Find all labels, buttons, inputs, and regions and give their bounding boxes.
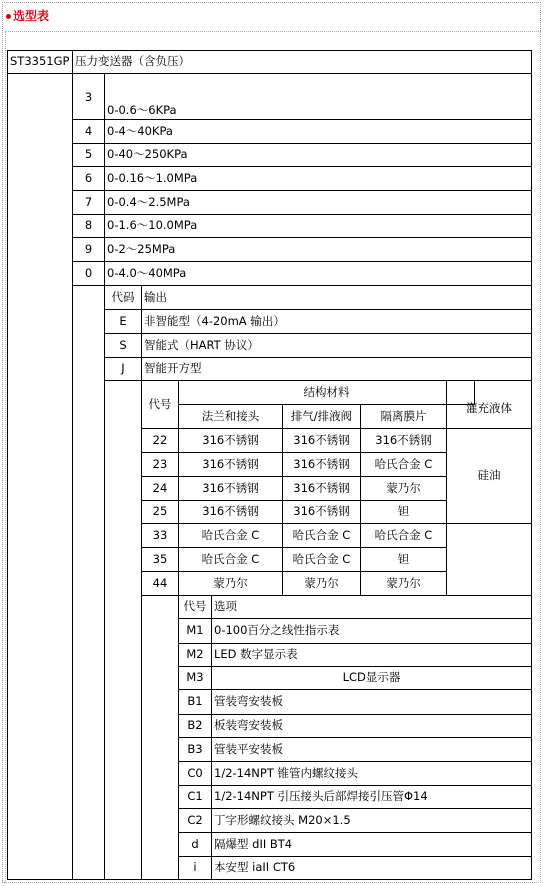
option-code-cell: C0 [178,761,212,786]
fill-liquid-cell: 硅油 [446,428,532,524]
range-value-cell: 0-4～40KPa [104,119,532,144]
option-value-cell: 0-100百分之线性指示表 [211,618,532,644]
material-diaphragm-cell: 哈氏合金 C [360,452,447,477]
option-code-cell: B2 [178,714,212,738]
option-code-cell: i [178,856,212,880]
range-value-cell: 0-0.6～6KPa [104,73,532,120]
material-valve-cell: 哈氏合金 C [282,547,361,572]
material-flange-cell: 316不锈钢 [178,452,283,477]
output-code-header: 代码 [104,285,142,310]
material-valve-cell: 316不锈钢 [282,500,361,524]
spacer-column [7,73,73,880]
range-code-cell: 5 [72,143,105,167]
material-col-header: 隔离膜片 [360,404,447,429]
material-flange-cell: 316不锈钢 [178,500,283,524]
option-value-cell: 管装弯安装板 [211,689,532,715]
option-value-cell: 1/2-14NPT 引压接头后部焊接引压管Φ14 [211,785,532,809]
output-code-cell: E [104,309,142,334]
range-value-cell: 0-2～25MPa [104,237,532,262]
material-group-header: 结构材料 [178,380,475,405]
fill-liquid-empty-cell [446,523,532,596]
output-value-cell: 非智能型（4-20mA 输出） [141,309,532,334]
option-code-cell: C2 [178,808,212,833]
option-value-cell: 管装平安装板 [211,737,532,762]
option-value-cell: 丁字形螺纹接头 M20×1.5 [211,808,532,833]
option-value-cell: 本安型 iaII CT6 [211,856,532,880]
spacer-column [104,380,142,880]
material-diaphragm-cell: 蒙乃尔 [360,476,447,501]
material-col-header: 排气/排液阀 [282,404,361,429]
range-code-cell: 6 [72,166,105,191]
material-code-cell: 25 [141,500,179,524]
option-code-cell: d [178,832,212,857]
option-value-cell: LED 数字显示表 [211,643,532,667]
range-value-cell: 0-0.16～1.0MPa [104,166,532,191]
output-code-cell: S [104,333,142,358]
options-code-header: 代号 [178,595,212,619]
range-value-cell: 0-4.0～40MPa [104,261,532,286]
range-code-cell: 4 [72,119,105,144]
material-code-cell: 33 [141,523,179,548]
model-name-cell: 压力变送器（含负压） [72,50,532,74]
material-flange-cell: 蒙乃尔 [178,571,283,596]
material-diaphragm-cell: 蒙乃尔 [360,571,447,596]
material-valve-cell: 316不锈钢 [282,428,361,453]
option-code-cell: C1 [178,785,212,809]
material-diaphragm-cell: 316不锈钢 [360,428,447,453]
option-code-cell: B3 [178,737,212,762]
material-code-cell: 22 [141,428,179,453]
spacer-column [141,595,179,880]
range-code-cell: 3 [72,73,105,120]
material-code-cell: 24 [141,476,179,501]
output-code-cell: J [104,357,142,381]
model-cell: ST3351GP [7,50,73,74]
material-diaphragm-cell: 哈氏合金 C [360,523,447,548]
option-value-cell: 隔爆型 dII BT4 [211,832,532,857]
range-code-cell: 0 [72,261,105,286]
range-value-cell: 0-0.4～2.5MPa [104,190,532,215]
material-flange-cell: 哈氏合金 C [178,547,283,572]
section-title [6,7,49,24]
material-valve-cell: 蒙乃尔 [282,571,361,596]
material-col-header: 灌充液体 [446,380,532,429]
material-code-cell: 44 [141,571,179,596]
range-code-cell: 8 [72,214,105,238]
option-value-cell: LCD显示器 [211,666,532,690]
option-value-cell: 1/2-14NPT 锥管内螺纹接头 [211,761,532,786]
material-code-cell: 23 [141,452,179,477]
material-code-header: 代号 [141,380,179,429]
range-value-cell: 0-1.6～10.0MPa [104,214,532,238]
option-code-cell: M1 [178,618,212,644]
option-code-cell: M2 [178,643,212,667]
range-code-cell: 9 [72,237,105,262]
output-label-header: 输出 [141,285,532,310]
bullet-icon [6,14,11,19]
range-value-cell: 0-40～250KPa [104,143,532,167]
section-title-text: 选型表 [13,9,50,23]
option-code-cell: B1 [178,689,212,715]
material-col-header: 法兰和接头 [178,404,283,429]
material-diaphragm-cell: 钽 [360,500,447,524]
options-label-header: 选项 [211,595,532,619]
material-valve-cell: 316不锈钢 [282,476,361,501]
material-valve-cell: 哈氏合金 C [282,523,361,548]
output-value-cell: 智能式（HART 协议） [141,333,532,358]
material-flange-cell: 316不锈钢 [178,428,283,453]
range-code-cell: 7 [72,190,105,215]
material-code-cell: 35 [141,547,179,572]
spacer-column [72,285,105,880]
material-valve-cell: 316不锈钢 [282,452,361,477]
material-flange-cell: 哈氏合金 C [178,523,283,548]
option-code-cell: M3 [178,666,212,690]
option-value-cell: 板装弯安装板 [211,714,532,738]
output-value-cell: 智能开方型 [141,357,532,381]
material-flange-cell: 316不锈钢 [178,476,283,501]
material-diaphragm-cell: 钽 [360,547,447,572]
